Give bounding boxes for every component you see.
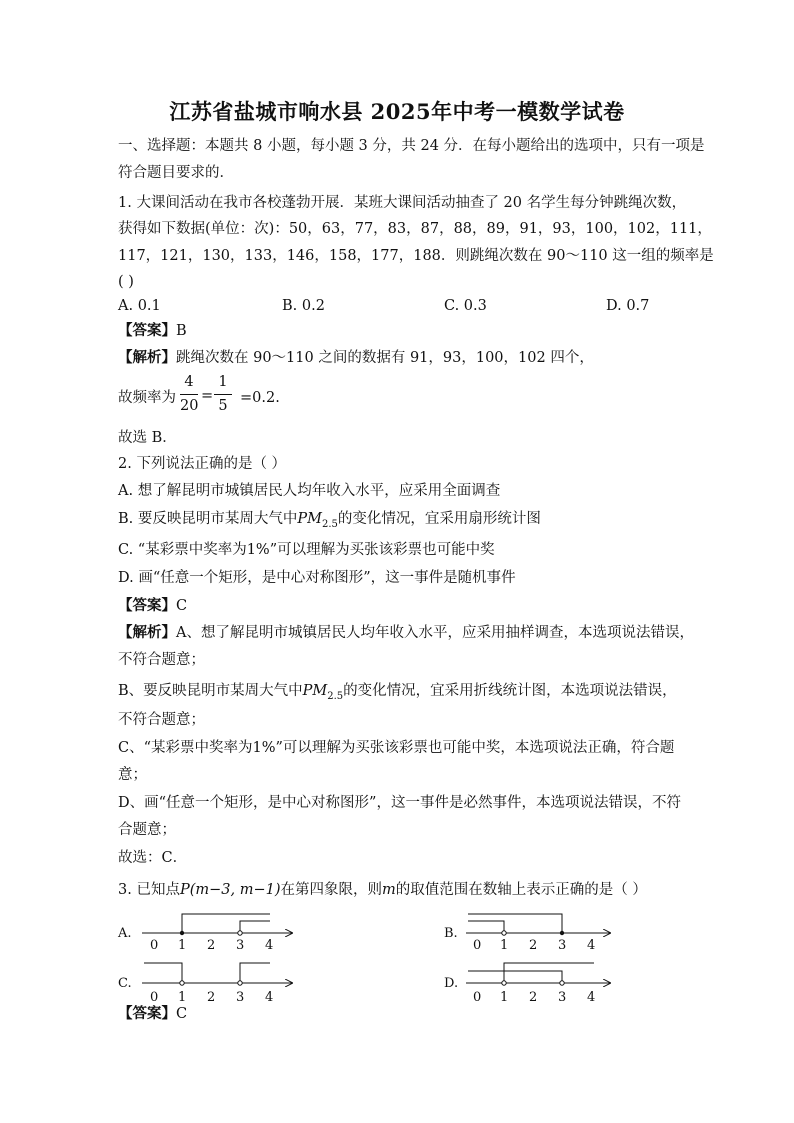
q2-stem: 2. 下列说法正确的是（ ） — [118, 456, 287, 472]
tick-label-3: 3 — [558, 938, 567, 953]
open-point-1 — [502, 981, 506, 985]
option-label-a: A. — [118, 926, 132, 941]
q1-stem-line1: 1. 大课间活动在我市各校蓬勃开展．某班大课间活动抽查了 20 名学生每分钟跳绳次数， — [118, 195, 687, 211]
point-expression: P(m−3, m−1) — [179, 882, 281, 898]
analysis-tag: 【解析】 — [118, 349, 176, 366]
fraction-1-numerator: 4 — [184, 374, 194, 390]
open-point-1 — [502, 931, 506, 935]
tick-label-1: 1 — [178, 938, 187, 953]
analysis-tag: 【解析】 — [118, 624, 176, 641]
tick-label-1: 1 — [500, 938, 509, 953]
tick-label-2: 2 — [529, 990, 538, 1005]
pm-subscript: 2.5 — [327, 690, 344, 702]
fraction-1-bar — [180, 394, 198, 395]
q1-option-c: C. 0.3 — [444, 298, 487, 314]
analysis-b-text-end: 的变化情况，宜采用折线统计图，本选项说法错误， — [343, 683, 677, 699]
q2-analysis-c-cont: 意； — [118, 767, 147, 783]
section-instruction-cont: 符合题目要求的． — [118, 165, 234, 181]
tick-label-1: 1 — [178, 990, 187, 1005]
option-label-b: B. — [444, 926, 458, 941]
open-point-3 — [238, 981, 242, 985]
tick-label-3: 3 — [558, 990, 567, 1005]
q2-analysis-b — [118, 681, 677, 707]
ray-x-lt-3 — [468, 971, 562, 983]
fraction-2-numerator: 1 — [218, 374, 228, 390]
ray-x-le-1 — [468, 921, 504, 933]
answer-tag: 【答案】 — [118, 322, 176, 339]
q3-stem-text: 3. 已知点 — [118, 882, 180, 898]
q1-stem-line2: 获得如下数据(单位：次)：50，63，77，83，87，88，89，91，93，100，102，111， — [118, 221, 712, 237]
tick-label-4: 4 — [587, 938, 596, 953]
tick-label-2: 2 — [529, 938, 538, 953]
q1-option-a: A. 0.1 — [118, 298, 161, 314]
variable-m: m — [382, 882, 396, 898]
tick-label-2: 2 — [207, 990, 216, 1005]
q3-stem — [118, 880, 647, 900]
fraction-2-bar — [214, 394, 232, 395]
q2-analysis-d: D、画“任意一个矩形，是中心对称图形”，这一事件是必然事件，本选项说法错误，不符 — [118, 795, 681, 811]
q2-option-d: D. 画“任意一个矩形，是中心对称图形”，这一事件是随机事件 — [118, 570, 516, 586]
tick-label-0: 0 — [473, 938, 482, 953]
q2-option-b — [118, 509, 541, 535]
solid-point-1 — [180, 931, 184, 935]
q2-analysis-a — [118, 623, 694, 643]
section-instruction: 一、选择题：本题共 8 小题，每小题 3 分，共 24 分．在每小题给出的选项中，只有一项是 — [118, 138, 705, 154]
q1-analysis — [118, 348, 594, 368]
number-line-d — [444, 963, 610, 1005]
answer-tag: 【答案】 — [118, 597, 176, 614]
open-point-3 — [560, 981, 564, 985]
solid-point-3 — [560, 931, 564, 935]
tick-label-2: 2 — [207, 938, 216, 953]
option-label-c: C. — [118, 976, 132, 991]
pm-symbol: PM — [302, 683, 328, 699]
open-point-1 — [180, 981, 184, 985]
ray-x-gt-3 — [240, 963, 270, 983]
analysis-text: 跳绳次数在 90～110 之间的数据有 91，93，100，102 四个， — [176, 350, 594, 366]
answer-value: C — [176, 598, 188, 614]
q2-analysis-d-cont: 合题意； — [118, 822, 176, 838]
q1-frequency-prefix: 故频率为 — [118, 390, 176, 406]
q1-answer — [118, 321, 187, 341]
q1-paren: ( ) — [118, 274, 134, 290]
q1-frequency-result: =0.2. — [240, 390, 280, 406]
q2-conclusion: 故选：C． — [118, 850, 188, 866]
option-label-d: D. — [444, 976, 459, 991]
analysis-text: A、想了解昆明市城镇居民人均年收入水平，应采用抽样调查，本选项说法错误， — [176, 625, 694, 641]
answer-tag: 【答案】 — [118, 1005, 176, 1022]
tick-label-0: 0 — [473, 990, 482, 1005]
tick-label-0: 0 — [150, 990, 159, 1005]
ray-x-gt-1 — [504, 963, 594, 983]
fraction-1-denominator: 20 — [180, 398, 199, 414]
number-line-options — [110, 905, 630, 1005]
answer-value: C — [176, 1006, 188, 1022]
q2-option-c: C. “某彩票中奖率为1%”可以理解为买张该彩票也可能中奖 — [118, 542, 495, 558]
number-line-b — [444, 914, 610, 953]
ray-x-gt-3 — [240, 921, 270, 933]
open-point-3 — [238, 931, 242, 935]
number-line-a — [117, 914, 292, 953]
pm-symbol: PM — [297, 511, 322, 527]
q2-option-b-text-end: 的变化情况，宜采用扇形统计图 — [337, 511, 541, 527]
number-line-c — [118, 963, 292, 1005]
tick-label-0: 0 — [150, 938, 159, 953]
q2-analysis-b-cont: 不符合题意； — [118, 712, 205, 728]
pm-subscript: 2.5 — [321, 518, 338, 530]
q1-option-b: B. 0.2 — [282, 298, 325, 314]
q2-answer — [118, 596, 187, 616]
tick-label-3: 3 — [236, 938, 245, 953]
equals-sign: = — [201, 388, 214, 404]
tick-label-3: 3 — [236, 990, 245, 1005]
tick-label-1: 1 — [500, 990, 509, 1005]
q1-stem-line3: 117，121，130，133，146，158，177，188．则跳绳次数在 90～110 这一组的频率是 — [118, 248, 714, 264]
q3-answer — [118, 1004, 187, 1024]
tick-label-4: 4 — [587, 990, 596, 1005]
q3-stem-end: 的取值范围在数轴上表示正确的是（ ） — [395, 882, 647, 898]
ray-x-ge-1 — [182, 914, 270, 933]
q2-analysis-c: C、“某彩票中奖率为1%”可以理解为买张该彩票也可能中奖，本选项说法正确，符合题 — [118, 740, 675, 756]
ray-x-lt-3 — [468, 914, 562, 933]
q1-option-d: D. 0.7 — [606, 298, 650, 314]
q2-option-a: A. 想了解昆明市城镇居民人均年收入水平，应采用全面调查 — [118, 483, 501, 499]
analysis-b-text: B、要反映昆明市某周大气中 — [118, 683, 303, 699]
ray-x-lt-1 — [144, 963, 182, 983]
tick-label-4: 4 — [265, 938, 274, 953]
page-title: 江苏省盐城市响水县 2025年中考一模数学试卷 — [169, 99, 625, 124]
q3-stem-mid: 在第四象限，则 — [280, 882, 382, 898]
q2-analysis-a-cont: 不符合题意； — [118, 652, 205, 668]
q2-option-b-text: B. 要反映昆明市某周大气中 — [118, 511, 298, 527]
answer-value: B — [176, 323, 187, 339]
q1-conclusion: 故选 B． — [118, 430, 177, 446]
tick-label-4: 4 — [265, 990, 274, 1005]
fraction-2-denominator: 5 — [218, 398, 228, 414]
